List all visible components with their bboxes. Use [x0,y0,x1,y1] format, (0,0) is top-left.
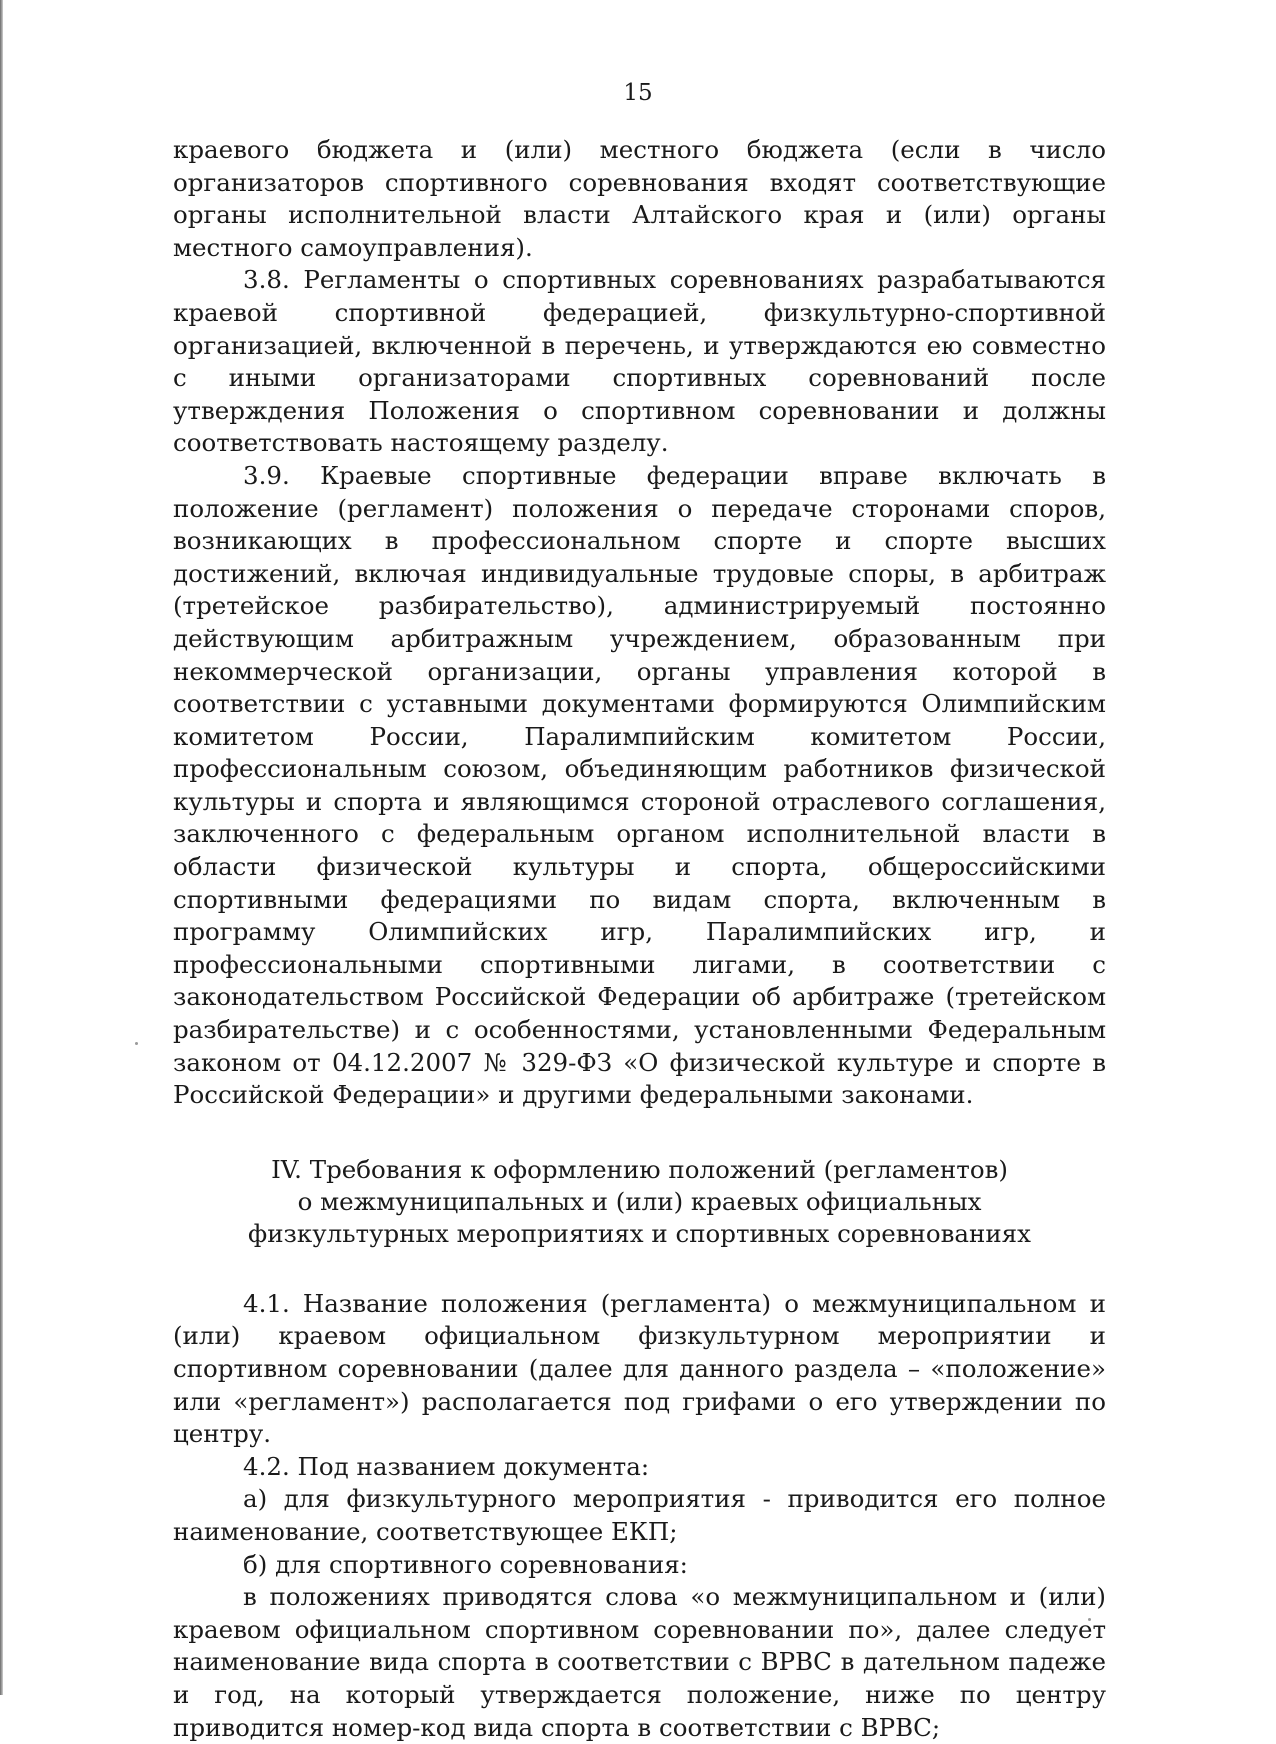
section-heading [173,1154,1106,1250]
paragraph-4-1: 4.1. Название положения (регламента) о межмуниципальном и (или) краевом официальном физкультурном мероприятии и спортивном соревновании (далее для данного раздела – «положение» или «регламент») располагается под грифами о его утверждении по центру. [173,1288,1106,1449]
section-heading-line: физкультурных мероприятиях и спортивных соревнованиях [248,1218,1031,1248]
scan-speck [135,1042,138,1045]
paragraph-3-8: 3.8. Регламенты о спортивных соревнованиях разрабатываются краевой спортивной федерацией, физкультурно-спортивной организацией, включенной в перечень, и утверждаются ею совместно с иными организаторами спортивных соревнований после утверждения Положения о спортивном соревновании и должны соответствовать настоящему разделу. [173,265,1106,458]
paragraph-4-2-a: а) для физкультурного мероприятия - приводится его полное наименование, соответствующее ЕКП; [173,1484,1106,1546]
section-heading-line: о межмуниципальных и (или) краевых официальных [297,1186,982,1216]
paragraph-4-2-b-detail: в положениях приводятся слова «о межмуниципальном и (или) краевом официальном спортивном соревновании по», далее следует наименование вида спорта в соответствии с ВРВС в дательном падеже и год, на который утверждается положение, ниже по центру приводится номер-код вида спорта в соответствии с ВРВС; [173,1582,1106,1742]
section-heading-line: IV. Требования к оформлению положений (регламентов) [271,1154,1008,1184]
page-number: 15 [623,80,653,106]
scan-edge [0,0,3,1695]
paragraph-4-2-b: б) для спортивного соревнования: [243,1549,688,1579]
document-body [173,134,1106,1744]
paragraph-budget-continuation: краевого бюджета и (или) местного бюджета (если в число организаторов спортивного соревнования входят соответствующие органы исполнительной власти Алтайского края и (или) органы местного самоуправления). [173,135,1106,262]
paragraph-3-9: 3.9. Краевые спортивные федерации вправе включать в положение (регламент) положения о передаче сторонами споров, возникающих в профессиональном спорте и спорте высших достижений, включая индивидуальные трудовые споры, в арбитраж (третейское разбирательство), администрируемый постоянно действующим арбитражным учреждением, образованным при некоммерческой организации, органы управления которой в соответствии с уставными документами формируются Олимпийским комитетом России, Паралимпийским комитетом России, профессиональным союзом, объединяющим работников физической культуры и спорта и являющимся стороной отраслевого соглашения, заключенного с федеральным органом исполнительной власти в области физической культуры и спорта, общероссийскими спортивными федерациями по видам спорта, включенным в программу Олимпийских игр, Паралимпийских игр, и профессиональными спортивными лигами, в соответствии с законодательством Российской Федерации об арбитраже (третейском разбирательстве) и с особенностями, установленными Федеральным законом от 04.12.2007 № 329-ФЗ «О физической культуре и спорте в Российской Федерации» и другими федеральными законами. [173,460,1106,1110]
paragraph-4-2: 4.2. Под названием документа: [243,1451,650,1481]
